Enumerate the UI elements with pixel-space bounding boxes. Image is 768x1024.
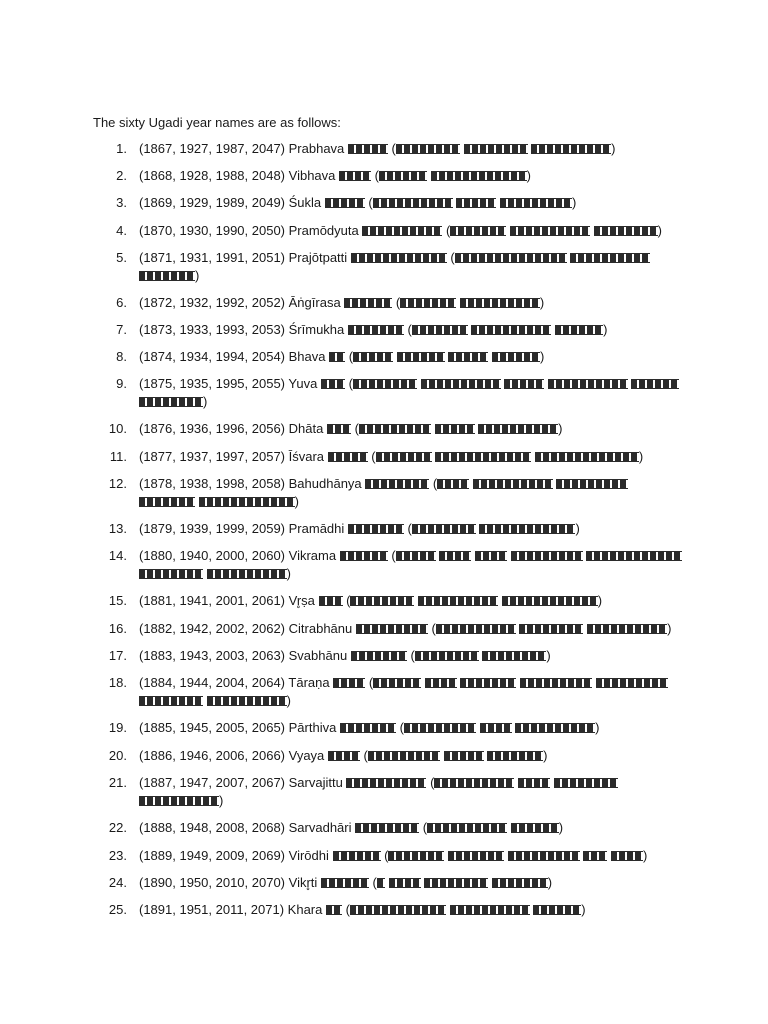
year-entry: (1885, 1945, 2005, 2065) Pārthiva ( ) <box>139 720 600 735</box>
kannada-script-word <box>351 651 407 661</box>
kannada-script-word <box>353 379 417 389</box>
kannada-script-word <box>500 198 572 208</box>
year-name: Khara <box>287 902 323 917</box>
kannada-script-word <box>480 723 512 733</box>
kannada-script-word <box>519 624 583 634</box>
list-number: 7. <box>116 322 127 337</box>
year-entry: (1872, 1932, 1992, 2052) Āṅgīrasa ( ) <box>139 295 545 310</box>
year-range: (1881, 1941, 2001, 2061) <box>139 593 286 608</box>
kannada-script-word <box>356 624 428 634</box>
year-name: Dhāta <box>288 421 324 436</box>
kannada-script-word <box>346 778 426 788</box>
year-entry: (1870, 1930, 1990, 2050) Pramōdyuta ( ) <box>139 223 662 238</box>
kannada-script-word <box>328 751 360 761</box>
year-entry: (1869, 1929, 1989, 2049) Śukla ( ) <box>139 195 577 210</box>
year-range: (1880, 1940, 2000, 2060) <box>139 548 286 563</box>
list-number: 2. <box>116 168 127 183</box>
list-number: 20. <box>108 748 127 763</box>
kannada-script-word <box>435 424 475 434</box>
kannada-script-word <box>570 253 650 263</box>
year-entry: (1881, 1941, 2001, 2061) Vr̥ṣa ( ) <box>139 593 603 608</box>
year-name: Pramōdyuta <box>288 223 359 238</box>
kannada-script-word <box>333 678 365 688</box>
kannada-script-word <box>587 624 667 634</box>
kannada-script-word <box>348 524 404 534</box>
kannada-script-word <box>478 424 558 434</box>
kannada-script-word <box>139 569 203 579</box>
year-range: (1884, 1944, 2004, 2064) <box>139 675 286 690</box>
list-number: 25. <box>108 902 127 917</box>
kannada-script-word <box>412 524 476 534</box>
list-number: 14. <box>108 548 127 563</box>
year-name: Tāraṇa <box>288 675 330 690</box>
kannada-script-word <box>535 452 639 462</box>
year-entry: (1877, 1937, 1997, 2057) Īśvara ( ) <box>139 449 644 464</box>
kannada-script-word <box>596 678 668 688</box>
kannada-script-word <box>359 424 431 434</box>
year-name: Vibhava <box>288 168 336 183</box>
kannada-script-word <box>397 352 445 362</box>
year-range: (1891, 1951, 2011, 2071) <box>139 902 285 917</box>
kannada-script-word <box>492 878 548 888</box>
kannada-script-word <box>388 851 444 861</box>
kannada-script-word <box>353 352 393 362</box>
kannada-script-word <box>510 226 590 236</box>
kannada-script-word <box>548 379 628 389</box>
kannada-script-word <box>139 271 195 281</box>
year-range: (1868, 1928, 1988, 2048) <box>139 168 286 183</box>
year-range: (1869, 1929, 1989, 2049) <box>139 195 286 210</box>
year-entry: (1871, 1931, 1991, 2051) Prajōtpatti ( ) <box>139 249 684 285</box>
year-entry: (1886, 1946, 2006, 2066) Vyaya ( ) <box>139 748 548 763</box>
kannada-script-word <box>583 851 607 861</box>
year-entry: (1883, 1943, 2003, 2063) Svabhānu ( ) <box>139 648 551 663</box>
kannada-script-word <box>436 624 516 634</box>
year-name: Yuva <box>288 376 318 391</box>
kannada-script-word <box>448 851 504 861</box>
year-entry: (1891, 1951, 2011, 2071) Khara ( ) <box>139 902 586 917</box>
kannada-script-word <box>319 596 343 606</box>
kannada-script-word <box>327 424 351 434</box>
year-name: Īśvara <box>288 449 325 464</box>
kannada-script-word <box>439 551 471 561</box>
kannada-script-word <box>471 325 551 335</box>
kannada-script-word <box>355 823 419 833</box>
year-name: Bhava <box>288 349 326 364</box>
kannada-script-word <box>450 226 506 236</box>
kannada-script-word <box>460 298 540 308</box>
kannada-script-word <box>460 678 516 688</box>
list-number: 8. <box>116 349 127 364</box>
year-name: Sarvajittu <box>288 775 343 790</box>
year-entry: (1888, 1948, 2008, 2068) Sarvadhāri ( ) <box>139 820 564 835</box>
year-entry: (1867, 1927, 1987, 2047) Prabhava ( ) <box>139 141 616 156</box>
kannada-script-word <box>379 171 427 181</box>
year-entry: (1875, 1935, 1995, 2055) Yuva ( ) <box>139 375 684 411</box>
list-number: 16. <box>108 621 127 636</box>
kannada-script-word <box>504 379 544 389</box>
kannada-script-word <box>396 551 436 561</box>
list-number: 4. <box>116 223 127 238</box>
kannada-script-word <box>464 144 528 154</box>
year-entry: (1873, 1933, 1993, 2053) Śrīmukha ( ) <box>139 322 608 337</box>
kannada-script-word <box>435 452 531 462</box>
kannada-script-word <box>554 778 618 788</box>
year-name: Pārthiva <box>288 720 337 735</box>
year-range: (1871, 1931, 1991, 2051) <box>139 250 286 265</box>
kannada-script-word <box>368 751 440 761</box>
kannada-script-word <box>455 253 567 263</box>
year-range: (1878, 1938, 1998, 2058) <box>139 476 286 491</box>
year-entry: (1878, 1938, 1998, 2058) Bahudhānya ( ) <box>139 475 684 511</box>
kannada-script-word <box>350 905 446 915</box>
kannada-script-word <box>328 452 368 462</box>
kannada-script-word <box>377 878 385 888</box>
year-name: Śukla <box>288 195 322 210</box>
kannada-script-word <box>362 226 442 236</box>
year-entry: (1874, 1934, 1994, 2054) Bhava ( ) <box>139 349 545 364</box>
list-number: 12. <box>108 476 127 491</box>
year-range: (1890, 1950, 2010, 2070) <box>139 875 286 890</box>
year-range: (1879, 1939, 1999, 2059) <box>139 521 286 536</box>
list-number: 24. <box>108 875 127 890</box>
kannada-script-word <box>473 479 553 489</box>
kannada-script-word <box>586 551 682 561</box>
kannada-script-word <box>404 723 476 733</box>
kannada-script-word <box>450 905 530 915</box>
kannada-script-word <box>437 479 469 489</box>
kannada-script-word <box>631 379 679 389</box>
year-range: (1876, 1936, 1996, 2056) <box>139 421 286 436</box>
list-number: 10. <box>108 421 127 436</box>
kannada-script-word <box>424 878 488 888</box>
kannada-script-word <box>611 851 643 861</box>
list-number: 17. <box>108 648 127 663</box>
list-number: 13. <box>108 521 127 536</box>
year-name: Svabhānu <box>288 648 348 663</box>
year-entry: (1890, 1950, 2010, 2070) Vikr̥ti ( ) <box>139 875 553 890</box>
kannada-script-word <box>425 678 457 688</box>
kannada-script-word <box>475 551 507 561</box>
year-range: (1872, 1932, 1992, 2052) <box>139 295 286 310</box>
year-range: (1875, 1935, 1995, 2055) <box>139 376 286 391</box>
kannada-script-word <box>326 905 342 915</box>
kannada-script-word <box>431 171 527 181</box>
year-entry: (1868, 1928, 1988, 2048) Vibhava ( ) <box>139 168 531 183</box>
kannada-script-word <box>365 479 429 489</box>
kannada-script-word <box>344 298 392 308</box>
list-number: 22. <box>108 820 127 835</box>
year-range: (1886, 1946, 2006, 2066) <box>139 748 286 763</box>
list-number: 1. <box>116 141 127 156</box>
kannada-script-word <box>396 144 460 154</box>
list-number: 11. <box>109 449 127 464</box>
year-name: Vikr̥ti <box>288 875 318 890</box>
kannada-script-word <box>321 878 369 888</box>
kannada-script-word <box>482 651 546 661</box>
year-range: (1883, 1943, 2003, 2063) <box>139 648 286 663</box>
kannada-script-word <box>376 452 432 462</box>
year-name: Āṅgīrasa <box>288 295 341 310</box>
year-name: Vikrama <box>288 548 337 563</box>
year-entry: (1880, 1940, 2000, 2060) Vikrama ( ) <box>139 547 684 583</box>
year-range: (1885, 1945, 2005, 2065) <box>139 720 286 735</box>
year-name: Pramādhi <box>288 521 345 536</box>
kannada-script-word <box>487 751 543 761</box>
kannada-script-word <box>492 352 540 362</box>
kannada-script-word <box>502 596 598 606</box>
kannada-script-word <box>329 352 345 362</box>
year-name: Śrīmukha <box>288 322 345 337</box>
kannada-script-word <box>479 524 575 534</box>
kannada-script-word <box>139 796 219 806</box>
kannada-script-word <box>340 551 388 561</box>
year-entry: (1882, 1942, 2002, 2062) Citrabhānu ( ) <box>139 621 672 636</box>
kannada-script-word <box>515 723 595 733</box>
kannada-script-word <box>389 878 421 888</box>
year-range: (1877, 1937, 1997, 2057) <box>139 449 286 464</box>
year-range: (1873, 1933, 1993, 2053) <box>139 322 286 337</box>
kannada-script-word <box>520 678 592 688</box>
year-name: Sarvadhāri <box>288 820 352 835</box>
kannada-script-word <box>351 253 447 263</box>
list-number: 9. <box>116 376 127 391</box>
list-number: 19. <box>108 720 127 735</box>
year-range: (1882, 1942, 2002, 2062) <box>139 621 286 636</box>
kannada-script-word <box>594 226 658 236</box>
kannada-script-word <box>511 551 583 561</box>
year-name: Prajōtpatti <box>288 250 348 265</box>
year-name: Citrabhānu <box>288 621 353 636</box>
kannada-script-word <box>415 651 479 661</box>
kannada-script-word <box>412 325 468 335</box>
year-name: Vr̥ṣa <box>288 593 315 608</box>
year-range: (1874, 1934, 1994, 2054) <box>139 349 286 364</box>
kannada-script-word <box>418 596 498 606</box>
kannada-script-word <box>348 144 388 154</box>
kannada-script-word <box>456 198 496 208</box>
kannada-script-word <box>139 497 195 507</box>
kannada-script-word <box>340 723 396 733</box>
kannada-script-word <box>207 696 287 706</box>
kannada-script-word <box>207 569 287 579</box>
kannada-script-word <box>555 325 603 335</box>
year-range: (1888, 1948, 2008, 2068) <box>139 820 286 835</box>
list-number: 18. <box>108 675 127 690</box>
kannada-script-word <box>533 905 581 915</box>
kannada-script-word <box>427 823 507 833</box>
year-name: Bahudhānya <box>288 476 362 491</box>
kannada-script-word <box>139 397 203 407</box>
list-number: 5. <box>116 250 127 265</box>
kannada-script-word <box>508 851 580 861</box>
kannada-script-word <box>325 198 365 208</box>
year-range: (1867, 1927, 1987, 2047) <box>139 141 286 156</box>
kannada-script-word <box>199 497 295 507</box>
kannada-script-word <box>511 823 559 833</box>
year-entry: (1879, 1939, 1999, 2059) Pramādhi ( ) <box>139 521 580 536</box>
kannada-script-word <box>448 352 488 362</box>
kannada-script-word <box>139 696 203 706</box>
kannada-script-word <box>400 298 456 308</box>
list-number: 23. <box>108 848 127 863</box>
year-name: Prabhava <box>288 141 345 156</box>
year-name: Virōdhi <box>288 848 329 863</box>
year-range: (1889, 1949, 2009, 2069) <box>139 848 286 863</box>
year-range: (1870, 1930, 1990, 2050) <box>139 223 286 238</box>
kannada-script-word <box>333 851 381 861</box>
kannada-script-word <box>531 144 611 154</box>
kannada-script-word <box>339 171 371 181</box>
kannada-script-word <box>348 325 404 335</box>
kannada-script-word <box>518 778 550 788</box>
year-range: (1887, 1947, 2007, 2067) <box>139 775 286 790</box>
list-number: 15. <box>108 593 127 608</box>
kannada-script-word <box>444 751 484 761</box>
year-entry: (1889, 1949, 2009, 2069) Virōdhi ( ) <box>139 848 648 863</box>
kannada-script-word <box>434 778 514 788</box>
year-entry: (1884, 1944, 2004, 2064) Tāraṇa ( ) <box>139 674 684 710</box>
year-entry: (1887, 1947, 2007, 2067) Sarvajittu ( ) <box>139 774 684 810</box>
kannada-script-word <box>421 379 501 389</box>
kannada-script-word <box>556 479 628 489</box>
list-number: 6. <box>116 295 127 310</box>
year-entry: (1876, 1936, 1996, 2056) Dhāta ( ) <box>139 421 563 436</box>
list-number: 21. <box>108 775 127 790</box>
kannada-script-word <box>373 678 421 688</box>
intro-text: The sixty Ugadi year names are as follows: <box>93 115 341 130</box>
kannada-script-word <box>350 596 414 606</box>
kannada-script-word <box>373 198 453 208</box>
year-name: Vyaya <box>288 748 325 763</box>
kannada-script-word <box>321 379 345 389</box>
list-number: 3. <box>116 195 127 210</box>
